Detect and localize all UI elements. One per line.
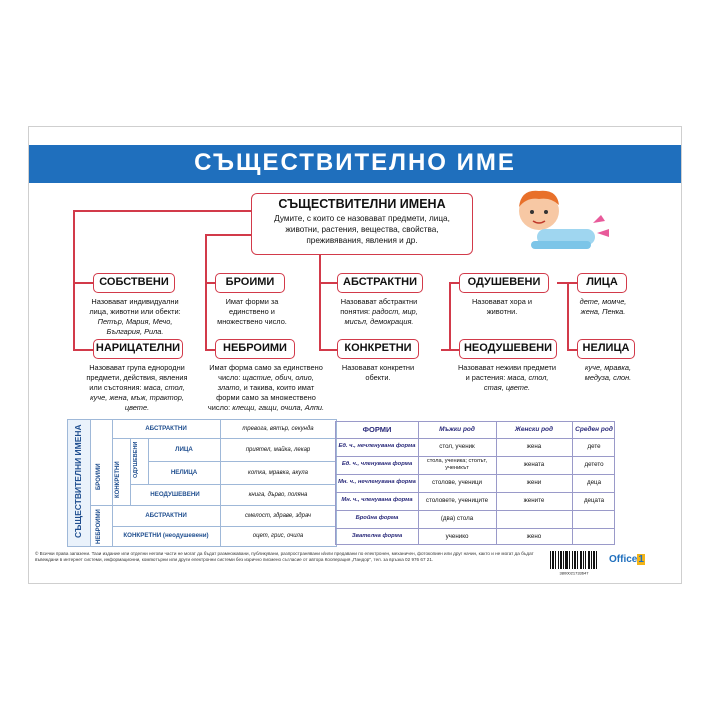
table-broimi-label: БРОИМИ — [96, 463, 102, 490]
desc-nebroimi-examples: щастие, обич, олио, злато, — [217, 373, 314, 392]
box-odusheveni — [459, 273, 549, 293]
desc-broimi — [209, 297, 295, 327]
brand-name: Office — [609, 554, 638, 565]
label-sobstveni: СОБСТВЕНИ — [99, 276, 169, 288]
forms-header: Среден род — [575, 426, 613, 433]
barcode-number: 3800021733647 — [559, 570, 589, 575]
desc-nebroimi-examples2: клещи, гащи, очила, Алпи. — [232, 403, 325, 412]
desc-neodusheveni-examples: маса, стол, стая, цвете. — [483, 373, 549, 392]
forms-row-label: Мн. ч., членувана форма — [341, 497, 413, 503]
forms-header: ФОРМИ — [362, 425, 392, 434]
connector-line — [73, 349, 93, 351]
divider — [336, 510, 614, 511]
divider — [336, 492, 614, 493]
divider — [572, 422, 573, 544]
divider — [148, 461, 336, 462]
forms-row-label: Ед. ч., нечленувана форма — [338, 443, 416, 449]
label-neodusheveni: НЕОДУШЕВЕНИ — [463, 342, 553, 354]
table-odusheveni-label: ОДУШЕВЕНИ — [133, 441, 139, 478]
forms-cell: ученико — [445, 533, 469, 540]
connector-line — [567, 282, 569, 350]
table-side-title: СЪЩЕСТВИТЕЛНИ ИМЕНА — [73, 424, 83, 538]
box-sobstveni — [93, 273, 175, 293]
box-broimi — [215, 273, 285, 293]
forms-cell: жено — [526, 533, 542, 540]
table-nebroimi-label: НЕБРОИМИ — [96, 509, 102, 544]
label-abstraktni: АБСТРАКТНИ — [343, 276, 417, 288]
box-konkretni — [337, 339, 419, 359]
table-row-example: тревога, вятър, секунда — [242, 426, 314, 432]
desc-naritsatelni-text: Назовават група еднородни предмети, действия, явления или състояния: — [86, 363, 188, 392]
desc-nelitsa-examples: куче, мравка, медуза, слон. — [584, 363, 632, 382]
divider — [418, 422, 419, 544]
box-litsa — [577, 273, 627, 293]
desc-sobstveni-examples: Петър, Мария, Мечо, България, Рила. — [97, 317, 173, 336]
divider — [130, 484, 336, 485]
forms-cell: жена — [526, 443, 542, 450]
divider — [336, 474, 614, 475]
main-definition-box — [251, 193, 473, 255]
desc-nelitsa — [573, 363, 643, 383]
connector-line — [567, 349, 577, 351]
main-description: Думите, с които се назовават предмети, лица, животни, растения, вещества, свойства, преживявания, явления и др. — [274, 214, 450, 245]
barcode-icon — [549, 551, 599, 575]
table-side-header — [68, 420, 91, 546]
desc-sobstveni-text: Назовават индивидуални лица, животни или обекти: — [89, 297, 181, 316]
forms-cell: стола, ученика; столът, ученикът — [426, 458, 488, 471]
page-title: СЪЩЕСТВИТЕЛНО ИМЕ — [194, 149, 516, 176]
forms-cell: детето — [584, 461, 604, 468]
forms-row-label: Ед. ч., членувана форма — [341, 461, 413, 467]
forms-cell: дете — [587, 443, 601, 450]
table-row-label: НЕЛИЦА — [170, 469, 198, 476]
forms-cell: деца — [586, 479, 602, 486]
desc-abstraktni-examples: радост, мир, мисъл, демокрация. — [344, 307, 418, 326]
connector-line — [73, 210, 251, 212]
label-konkretni: КОНКРЕТНИ — [344, 342, 412, 354]
copyright-notice: © Всички права запазени. Тази издание или отделни негови части не могат да бъдат размножавани, публикувани, разпространявани и/или предавани по електронен, механичен, фотокопиен или друг начин, както и не могат да бъдат въвеждани в интернет системи, информационни, компютърни или други електронни системи без изрично писмено съгласие от автора Кооперация „Пандор", тел. за връзка 02 976 67 21. — [35, 551, 534, 562]
desc-nebroimi — [207, 363, 325, 413]
table-row-label: АБСТРАКТНИ — [145, 512, 187, 519]
desc-odusheveni — [457, 297, 547, 317]
box-abstraktni — [337, 273, 423, 293]
forms-header: Женски род — [514, 426, 554, 433]
table-row-example: смелост, здраве, здрач — [244, 513, 312, 519]
label-nebroimi: НЕБРОИМИ — [223, 342, 287, 354]
brand-mark: 1 — [638, 554, 644, 565]
desc-abstraktni — [331, 297, 427, 327]
forms-cell: столовете, учениците — [425, 497, 489, 504]
main-heading: СЪЩЕСТВИТЕЛНИ ИМЕНА — [278, 197, 446, 211]
forms-cell: жената — [523, 461, 545, 468]
label-naritsatelni: НАРИЦАТЕЛНИ — [95, 342, 181, 354]
table-row-example: оцет, грис, очила — [252, 533, 304, 539]
brand-logo — [609, 554, 645, 565]
table-row-example: книга, дърво, поляна — [248, 492, 308, 498]
divider — [112, 438, 336, 439]
forms-cell: столове, ученици — [431, 479, 482, 486]
table-row-label: ЛИЦА — [175, 446, 193, 453]
divider — [90, 505, 336, 506]
connector-line — [319, 254, 321, 351]
connector-line — [449, 282, 451, 350]
title-bar — [29, 145, 681, 183]
connector-line — [319, 349, 337, 351]
box-naritsatelni — [93, 339, 183, 359]
forms-cell: (два) стола — [440, 515, 474, 522]
desc-nebroimi-text: Имат форма само за единствено число: — [209, 363, 323, 382]
connector-line — [319, 282, 337, 284]
box-neodusheveni — [459, 339, 557, 359]
forms-row-label: Бройна форма — [355, 515, 399, 521]
poster — [28, 126, 682, 584]
label-nelitsa: НЕЛИЦА — [582, 342, 630, 354]
label-broimi: БРОИМИ — [225, 276, 275, 288]
label-litsa: ЛИЦА — [586, 276, 618, 288]
desc-broimi-text: Имат форми за единствено и множествено число. — [217, 297, 287, 326]
table-konkretni-label: КОНКРЕТНИ — [115, 461, 121, 498]
desc-litsa — [573, 297, 633, 317]
box-nelitsa — [577, 339, 635, 359]
desc-sobstveni — [87, 297, 183, 337]
forms-row-label: Мн. ч., нечленувана форма — [338, 479, 416, 485]
forms-cell: децата — [583, 497, 605, 504]
desc-neodusheveni-text: Назовават неживи предмети и растения: — [457, 363, 557, 382]
forms-cell: жени — [526, 479, 542, 486]
connector-line — [205, 234, 251, 236]
connector-line — [73, 282, 93, 284]
connector-line — [205, 349, 215, 351]
table-row-example: приятел, майка, лекар — [245, 447, 311, 453]
forms-cell: жените — [523, 497, 545, 504]
forms-row-label: Звателна форма — [351, 533, 403, 539]
connector-line — [205, 282, 215, 284]
desc-abstraktni-text: Назовават абстрактни понятия: — [340, 297, 418, 316]
connector-line — [449, 282, 459, 284]
divider — [336, 456, 614, 457]
connector-line — [205, 234, 207, 350]
label-odusheveni: ОДУШЕВЕНИ — [467, 276, 541, 288]
divider — [336, 528, 614, 529]
desc-odusheveni-text: Назовават хора и животни. — [471, 297, 533, 316]
box-nebroimi — [215, 339, 295, 359]
table-row-label: НЕОДУШЕВЕНИ — [150, 491, 200, 498]
forms-header: Мъжки род — [439, 426, 475, 433]
desc-konkretni-text: Назовават конкретни обекти. — [341, 363, 415, 382]
divider — [496, 422, 497, 544]
classification-table — [67, 419, 337, 547]
table-row-example: котка, мравка, акула — [248, 470, 308, 476]
forms-cell: стол, ученик — [439, 443, 475, 450]
divider — [112, 526, 336, 527]
desc-naritsatelni — [85, 363, 189, 413]
table-row-label: АБСТРАКТНИ — [145, 425, 187, 432]
desc-neodusheveni — [457, 363, 557, 393]
desc-konkretni — [333, 363, 423, 383]
desc-nebroimi-text2: и такива, които имат форми само за множествено число: — [207, 383, 316, 412]
connector-line — [73, 210, 75, 350]
child-illustration — [509, 185, 619, 255]
divider — [130, 438, 131, 505]
desc-litsa-examples: дете, момче, жена, Пенка. — [579, 297, 627, 316]
forms-table — [335, 421, 615, 545]
table-row-label: КОНКРЕТНИ (неодушевени) — [123, 532, 209, 539]
desc-naritsatelni-examples: маса, стол, куче, жена, мъж, трактор, цвете. — [90, 383, 185, 412]
